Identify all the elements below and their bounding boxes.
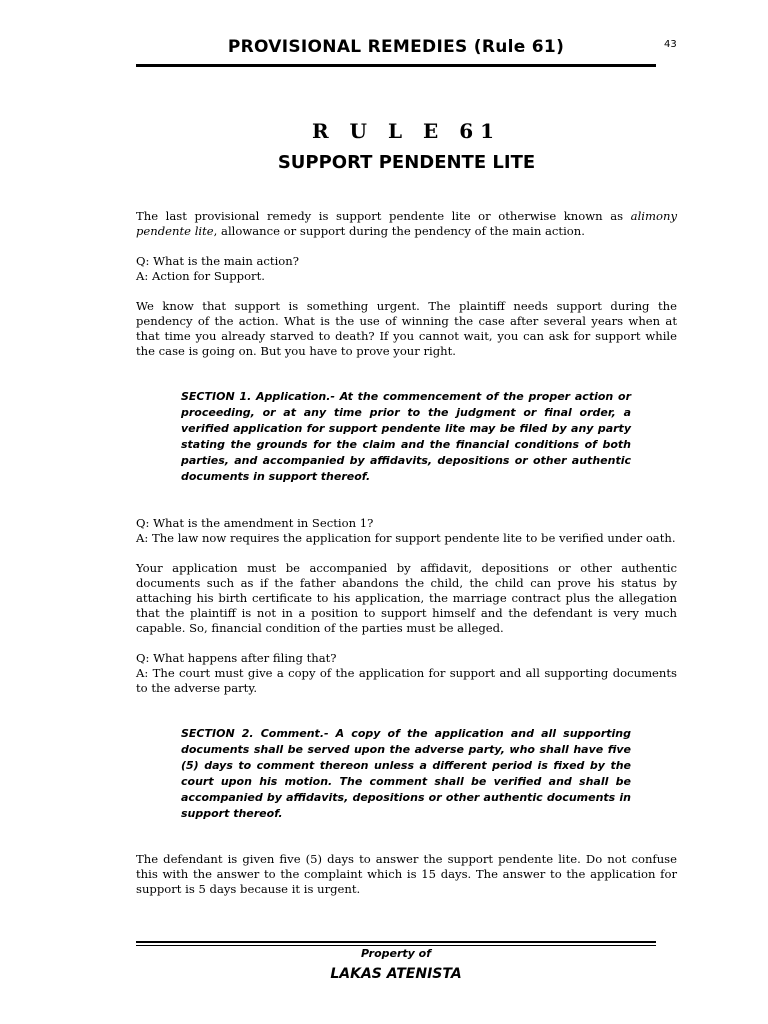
intro-text-b: , allowance or support during the pendency of the main action. (213, 224, 585, 238)
question-3: Q: What happens after filing that? (136, 650, 337, 665)
footer-divider-thick (136, 941, 656, 943)
footer-divider-thin (136, 945, 656, 946)
question-2: Q: What is the amendment in Section 1? (136, 515, 374, 530)
page-body (136, 209, 677, 897)
section-2-quote: SECTION 2. Comment.- A copy of the application and all supporting documents shall be served upon the adverse party, who shall have five (5) days to comment thereon unless a different period is fixed by the court upon his motion. The comment shall be verified and shall be accompanied by affidavits, depositions or other authentic documents in support thereof. (181, 726, 631, 821)
application-paragraph: Your application must be accompanied by affidavit, depositions or other authentic documents such as if the father abandons the child, the child can prove his status by attaching his birth certificate to his application, the marriage contract plus the allegation that the plaintiff is not in a position to support himself and the defendant is very much capable. So, financial condition of the parties must be alleged. (136, 560, 677, 635)
intro-text-a: The last provisional remedy is support pendente lite or otherwise known as (136, 209, 631, 223)
answer-2: A: The law now requires the application for support pendente lite to be verified under oath. (136, 530, 676, 545)
footer-org: LAKAS ATENISTA (330, 966, 462, 982)
section-1-quote: SECTION 1. Application.- At the commencement of the proper action or proceeding, or at any time prior to the judgment or final order, a verified application for support pendente lite may be filed by any party stating the grounds for the claim and the financial conditions of both parties, and accompanied by affidavits, depositions or other authentic documents in support thereof. (181, 390, 631, 484)
defendant-paragraph: The defendant is given five (5) days to answer the support pendente lite. Do not confuse this with the answer to the complaint which is 15 days. The answer to the application for support is 5 days because it is urgent. (136, 852, 677, 897)
header-title: PROVISIONAL REMEDIES (Rule 61) (227, 37, 565, 57)
header-divider (136, 64, 656, 67)
rule-subtitle: SUPPORT PENDENTE LITE (277, 152, 536, 173)
footer-label: Property of (360, 947, 432, 960)
intro-paragraph (136, 209, 677, 239)
answer-1: A: Action for Support. (136, 269, 265, 283)
intro-emphasis: alimony pendente lite (136, 209, 677, 238)
answer-3: A: The court must give a copy of the application for support and all supporting documents to the adverse party. (136, 665, 677, 695)
urgent-support-paragraph: We know that support is something urgent. The plaintiff needs support during the pendency of the action. What is the use of winning the case after several years when at that time you already starved to death? If you cannot wait, you can ask for support while the case is going on. But you have to prove your right. (136, 299, 677, 358)
rule-title: R U L E 61 (311, 119, 502, 143)
question-1: Q: What is the main action? (136, 254, 299, 268)
page-number: 43 (664, 39, 677, 50)
